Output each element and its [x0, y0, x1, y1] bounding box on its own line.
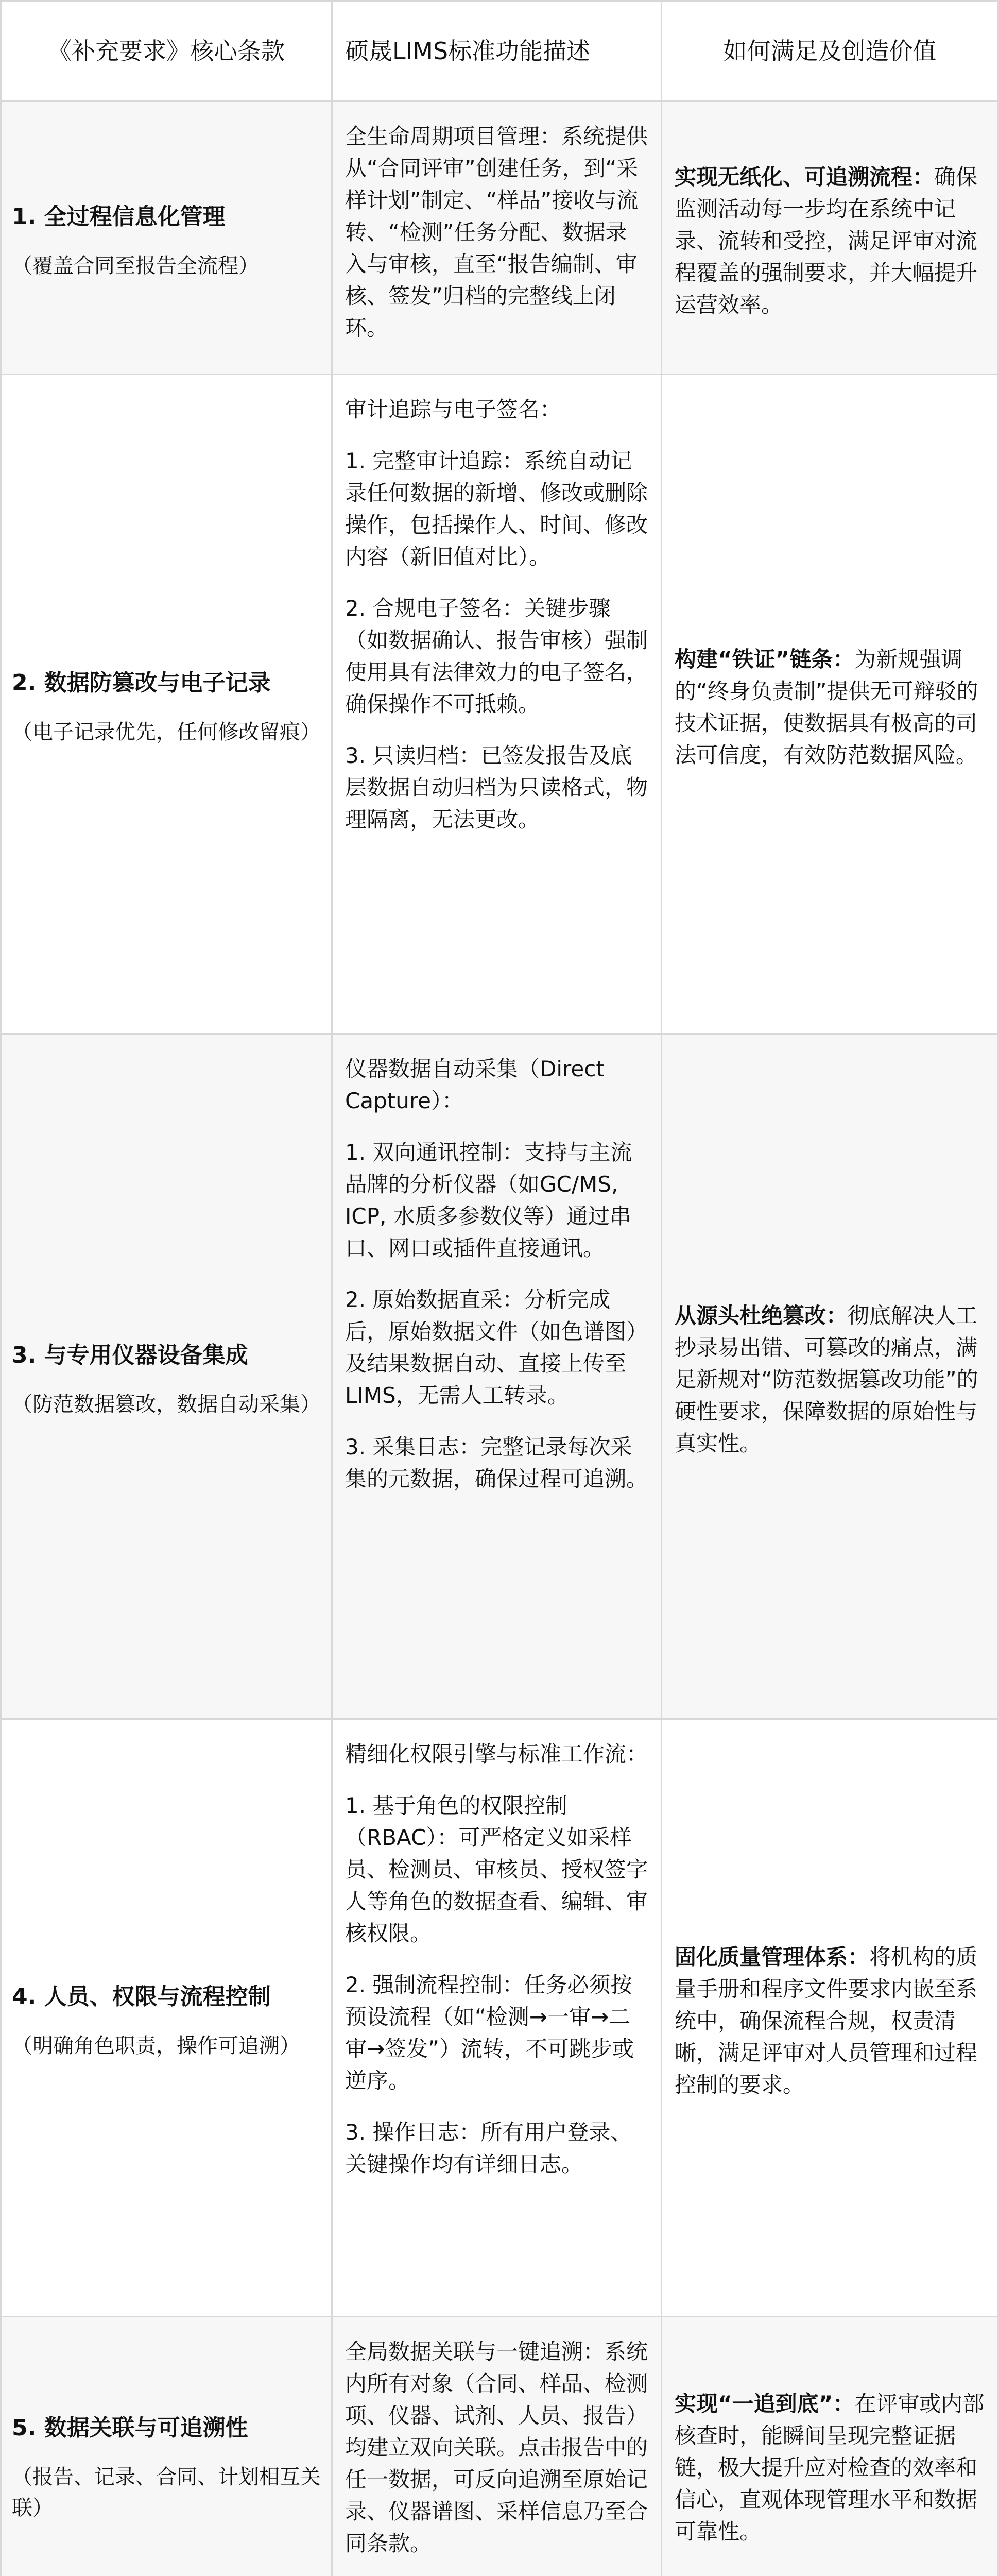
standard-function-item: 2. 原始数据直采：分析完成后，原始数据文件（如色谱图）及结果数据自动、直接上传至LIMS，无需人工转录。 [345, 1287, 648, 1408]
clause-title: 1. 全过程信息化管理 [12, 203, 226, 230]
clause-subtitle: （报告、记录、合同、计划相互关联） [12, 2465, 321, 2520]
value-cell [661, 2317, 997, 2576]
standard-function-cell [331, 375, 661, 1033]
value-cell [661, 1035, 997, 1718]
value-body: 在评审或内部核查时，能瞬间呈现完整证据链，极大提升应对检查的效率和信心，直观体现管理水平和数据可靠性。 [675, 2391, 985, 2544]
standard-function-item: 3. 操作日志：所有用户登录、关键操作均有详细日志。 [345, 2120, 632, 2177]
clause-cell [2, 1720, 331, 2316]
header-value: 如何满足及创造价值 [661, 2, 997, 100]
standard-function-cell [331, 2317, 661, 2576]
value-cell [661, 1720, 997, 2316]
clause-subtitle: （覆盖合同至报告全流程） [12, 253, 259, 278]
standard-function-title: 仪器数据自动采集（Direct Capture）： [345, 1056, 605, 1113]
header-standard-function: 硕晟LIMS标准功能描述 [331, 2, 661, 100]
standard-function-item: 1. 完整审计追踪：系统自动记录任何数据的新增、修改或删除操作，包括操作人、时间、修改内容（新旧值对比）。 [345, 448, 648, 569]
value-body: 将机构的质量手册和程序文件要求内嵌至系统中，确保流程合规，权责清晰，满足评审对人员管理和过程控制的要求。 [675, 1944, 978, 2097]
value-body: 为新规强调的“终身负责制”提供无可辩驳的技术证据，使数据具有极高的司法可信度，有效防范数据风险。 [675, 646, 978, 768]
standard-function-item: 1. 基于角色的权限控制（RBAC）：可严格定义如采样员、检测员、审核员、授权签字人等角色的数据查看、编辑、审核权限。 [345, 1793, 648, 1946]
value-lead: 固化质量管理体系： [675, 1944, 870, 1970]
standard-function-text: 全局数据关联与一键追溯：系统内所有对象（合同、样品、检测项、仪器、试剂、人员、报告）均建立双向关联。点击报告中的任一数据，可反向追溯至原始记录、仪器谱图、采样信息乃至合同条款。 [345, 2339, 648, 2556]
standard-function-cell [331, 102, 661, 374]
value-body: 确保监测活动每一步均在系统中记录、流转和受控，满足评审对流程覆盖的强制要求，并大幅提升运营效率。 [675, 164, 978, 317]
standard-function-item: 2. 合规电子签名：关键步骤（如数据确认、报告审核）强制使用具有法律效力的电子签名，确保操作不可抵赖。 [345, 596, 648, 717]
value-lead: 构建“铁证”链条： [675, 646, 855, 672]
clause-cell [2, 1035, 331, 1718]
header-clause: 《补充要求》核心条款 [48, 37, 285, 65]
value-text [675, 161, 985, 321]
standard-function-title: 精细化权限引擎与标准工作流： [345, 1741, 648, 1767]
standard-function-title: 审计追踪与电子签名： [345, 397, 562, 422]
table-row [2, 2316, 997, 2576]
standard-function-item: 3. 只读归档：已签发报告及底层数据自动归档为只读格式，物理隔离，无法更改。 [345, 743, 648, 832]
clause-subtitle: （防范数据篡改，数据自动采集） [12, 1392, 321, 1416]
table-row [2, 100, 997, 374]
value-text [675, 643, 985, 771]
clause-title: 2. 数据防篡改与电子记录 [12, 669, 271, 696]
value-text [675, 2388, 985, 2548]
table-header-row [2, 2, 997, 100]
table-row [2, 1033, 997, 1718]
value-cell [661, 375, 997, 1033]
standard-function-item: 1. 双向通讯控制：支持与主流品牌的分析仪器（如GC/MS, ICP, 水质多参数仪等）通过串口、网口或插件直接通讯。 [345, 1140, 632, 1261]
value-text [675, 1300, 985, 1460]
value-cell [661, 102, 997, 374]
clause-cell [2, 102, 331, 374]
value-lead: 实现无纸化、可追溯流程： [675, 164, 935, 190]
standard-function-item: 2. 强制流程控制：任务必须按预设流程（如“检测→一审→二审→签发”）流转，不可跳步或逆序。 [345, 1972, 634, 2093]
value-lead: 实现“一追到底”： [675, 2391, 855, 2416]
clause-subtitle: （电子记录优先，任何修改留痕） [12, 720, 321, 744]
table-row [2, 1718, 997, 2316]
standard-function-cell [331, 1035, 661, 1718]
clause-cell [2, 2317, 331, 2576]
clause-title: 5. 数据关联与可追溯性 [12, 2415, 248, 2441]
standard-function-cell [331, 1720, 661, 2316]
clause-title: 4. 人员、权限与流程控制 [12, 1983, 271, 2010]
standard-function-item: 3. 采集日志：完整记录每次采集的元数据，确保过程可追溯。 [345, 1434, 648, 1492]
clause-cell [2, 375, 331, 1033]
value-lead: 从源头杜绝篡改： [675, 1302, 848, 1328]
value-body: 彻底解决人工抄录易出错、可篡改的痛点，满足新规对“防范数据篡改功能”的硬性要求，保障数据的原始性与真实性。 [675, 1302, 978, 1456]
standard-function-text: 全生命周期项目管理：系统提供从“合同评审”创建任务，到“采样计划”制定、“样品”接收与流转、“检测”任务分配、数据录入与审核，直至“报告编制、审核、签发”归档的完整线上闭环。 [345, 124, 648, 341]
clause-subtitle: （明确角色职责，操作可追溯） [12, 2033, 300, 2058]
clause-title: 3. 与专用仪器设备集成 [12, 1342, 248, 1368]
value-text [675, 1941, 985, 2101]
table-row [2, 374, 997, 1033]
